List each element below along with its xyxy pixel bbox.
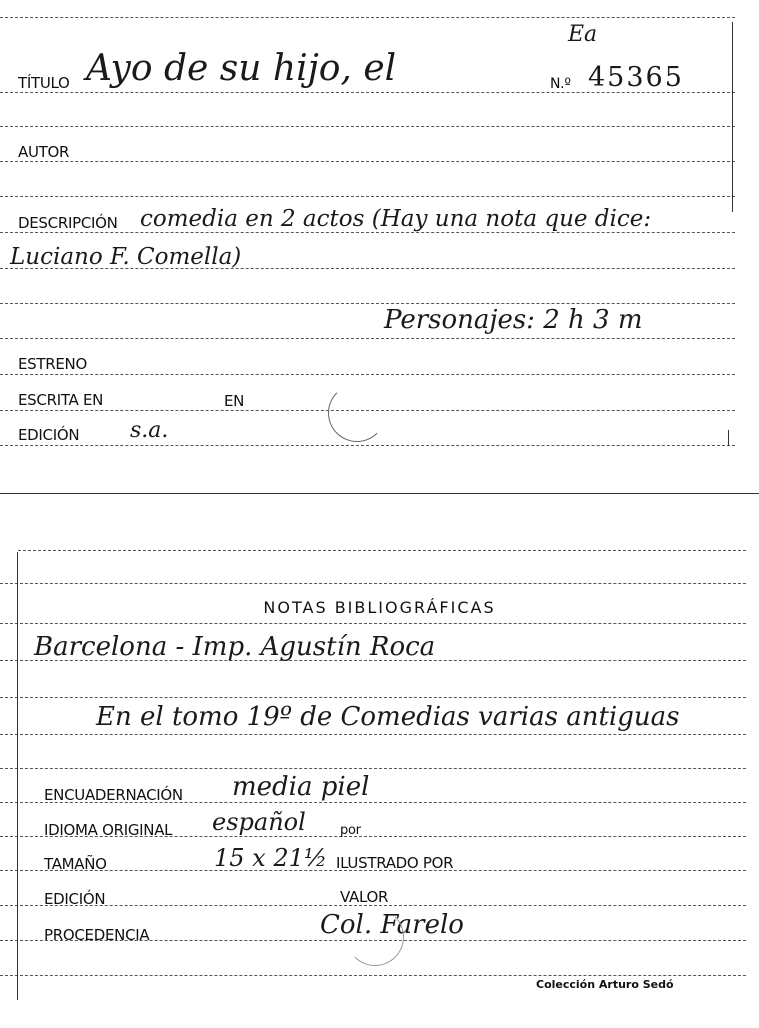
rule-line: [0, 697, 746, 698]
encuadernacion-value: media piel: [232, 772, 370, 802]
rule-line: [18, 550, 746, 551]
rule-line: [0, 623, 746, 624]
en-label: EN: [224, 392, 245, 410]
collection-credit: Colección Arturo Sedó: [536, 978, 674, 991]
escrita-en-label: ESCRITA EN: [18, 391, 104, 409]
descripcion-label: DESCRIPCIÓN: [18, 214, 118, 232]
notes-title: NOTAS BIBLIOGRÁFICAS: [263, 598, 496, 617]
idioma-value: español: [212, 808, 306, 836]
valor-label: VALOR: [340, 888, 389, 906]
edicion-label: EDICIÓN: [18, 426, 80, 444]
titulo-label: TÍTULO: [18, 74, 70, 92]
note-line-2: En el tomo 19º de Comedias varias antiguas: [96, 702, 680, 732]
edicion-bottom-label: EDICIÓN: [44, 890, 106, 908]
idioma-label: IDIOMA ORIGINAL: [44, 821, 173, 839]
rule-line: [0, 975, 746, 976]
corner-mark: Ea: [568, 22, 598, 47]
punch-hole: [346, 908, 404, 966]
rule-line: [0, 768, 746, 769]
descripcion-line-1: comedia en 2 actos (Hay una nota que dice:: [140, 206, 652, 232]
numero-label: N.º: [550, 76, 571, 92]
autor-label: AUTOR: [18, 143, 70, 161]
procedencia-label: PROCEDENCIA: [44, 926, 150, 944]
numero-value: 45365: [588, 62, 684, 93]
note-line-1: Barcelona - Imp. Agustín Roca: [34, 632, 436, 662]
tamano-label: TAMAÑO: [44, 855, 107, 873]
procedencia-value: Col. Farelo: [320, 910, 464, 940]
edicion-value: s.a.: [130, 418, 169, 443]
por-label: por: [340, 823, 361, 838]
personajes-note: Personajes: 2 h 3 m: [384, 305, 643, 335]
estreno-label: ESTRENO: [18, 355, 87, 373]
rule-line: [0, 734, 746, 735]
ilustrado-label: ILUSTRADO POR: [336, 854, 454, 872]
encuadernacion-label: ENCUADERNACIÓN: [44, 786, 183, 804]
titulo-value: Ayo de su hijo, el: [86, 48, 397, 89]
tamano-value: 15 x 21½: [214, 844, 328, 872]
descripcion-line-2: Luciano F. Comella): [10, 244, 242, 270]
rule-line: [0, 583, 746, 584]
card-edge: [17, 552, 18, 1000]
